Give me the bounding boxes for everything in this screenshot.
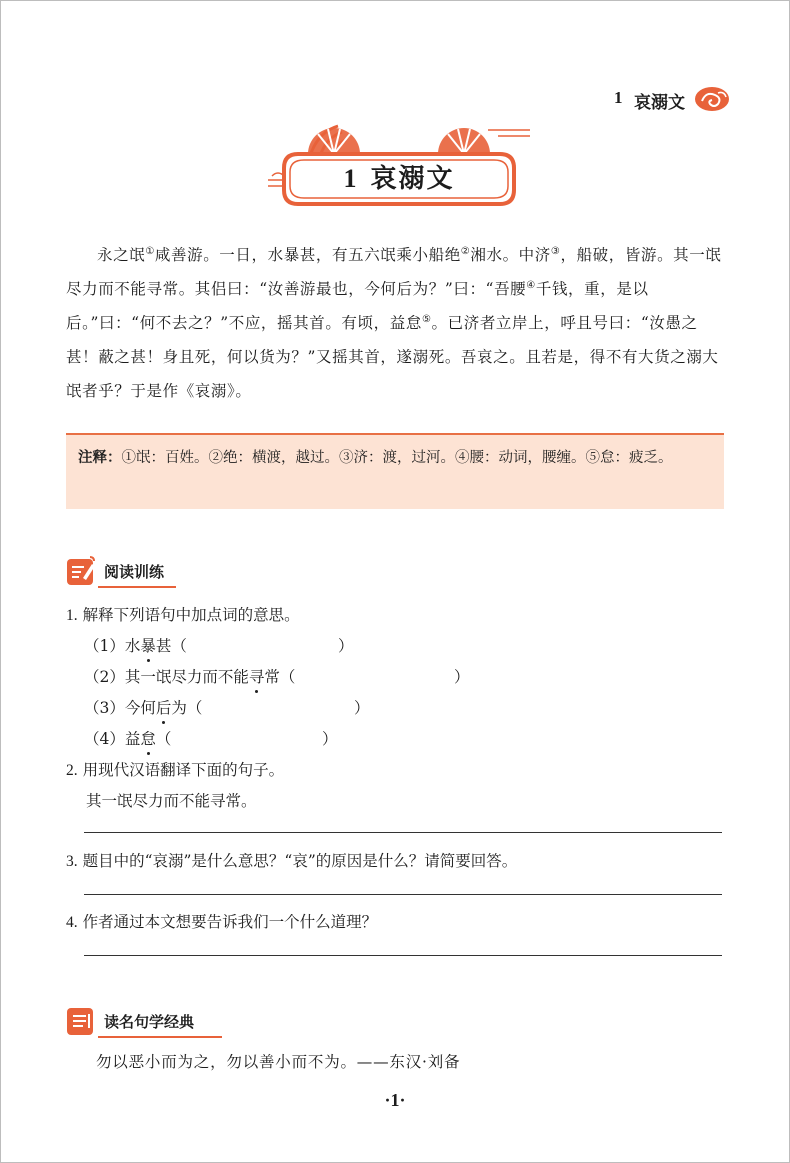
- pencil-note-icon: [66, 556, 96, 586]
- banner-title-text: 哀溺文: [370, 164, 455, 194]
- passage-text: 湘水。中济: [470, 246, 551, 264]
- item-text: 常: [264, 668, 280, 686]
- q2-sentence: 其一氓尽力而不能寻常。: [86, 792, 257, 810]
- q1-item-2: [84, 665, 295, 687]
- section-underline: [98, 1036, 222, 1038]
- item-index: （1）: [84, 637, 125, 655]
- section-heading-quote: [66, 1006, 236, 1036]
- question-4: [66, 910, 377, 932]
- section-underline: [98, 586, 176, 588]
- question-number: 3.: [66, 853, 78, 870]
- notes-content: ①氓：百姓。②绝：横渡，越过。③济：渡，过河。④腰：动词，腰缠。⑤怠：疲乏。: [121, 450, 673, 466]
- notes-label: 注释：: [78, 450, 122, 466]
- q1-item-1-close: [338, 634, 354, 656]
- document-icon: [66, 1006, 96, 1036]
- answer-bracket-close: ）: [338, 637, 354, 655]
- section-heading-reading: [66, 556, 186, 586]
- passage-text: 。已济者立岸上，呼且号曰：“汝愚之甚！蔽之甚！身且死，何以货为？”又摇其首，遂溺死。吾哀之。且若是，得不有大货之溺大氓者乎？于是作《哀溺》。: [66, 314, 719, 400]
- question-3: [66, 849, 517, 871]
- running-header-number: 1: [614, 88, 623, 107]
- q1-item-2-close: [454, 665, 470, 687]
- item-text: 今何: [124, 699, 156, 717]
- question-text: 作者通过本文想要告诉我们一个什么道理？: [82, 913, 378, 931]
- q1-item-1: [84, 634, 187, 656]
- item-index: （3）: [84, 699, 125, 717]
- answer-line-q4[interactable]: [84, 955, 722, 956]
- running-header: [600, 84, 740, 114]
- classical-passage: [66, 238, 726, 408]
- section-label: 读名句学经典: [104, 1013, 195, 1031]
- q1-item-4-close: [322, 727, 338, 749]
- answer-bracket-open: （: [155, 730, 172, 748]
- banner-number: 1: [343, 164, 359, 193]
- answer-line-q3[interactable]: [84, 894, 722, 895]
- answer-bracket-close: ）: [354, 699, 370, 717]
- item-text: 甚: [155, 637, 172, 655]
- item-index: （2）: [84, 668, 125, 686]
- running-header-title: 哀溺文: [634, 93, 685, 113]
- dotted-word: 后: [156, 696, 172, 718]
- passage-text: 永之氓: [97, 246, 146, 264]
- footnote-marker: ③: [550, 245, 561, 257]
- question-text: 题目中的“哀溺”是什么意思？“哀”的原因是什么？请简要回答。: [82, 852, 518, 870]
- footnote-marker: ⑤: [421, 313, 432, 325]
- question-2: [66, 758, 284, 780]
- answer-bracket-close: ）: [454, 668, 470, 686]
- footnote-marker: ④: [526, 279, 536, 291]
- passage-text: 千钱，重，是以后。”曰：“何不去之？”不应，摇其首。有顷，益怠: [66, 280, 649, 332]
- answer-line-q2[interactable]: [84, 832, 722, 833]
- cloud-icon: [692, 84, 732, 118]
- item-text: 为: [171, 699, 187, 717]
- answer-bracket-open: （: [186, 699, 203, 717]
- passage-text: ，船破，皆游。其一氓尽力而不能寻常。其侣曰：“汝善游最也，今何后为？”曰：“吾腰: [66, 246, 722, 298]
- notes-box: [66, 433, 724, 509]
- item-index: （4）: [84, 730, 125, 748]
- page-title: [268, 158, 530, 195]
- item-text: 其一氓尽力而不能: [124, 668, 249, 686]
- q1-item-3: [84, 696, 202, 718]
- famous-quote: 勿以恶小而为之，勿以善小而不为。——东汉·刘备: [96, 1053, 461, 1071]
- page-number: ·1·: [384, 1090, 406, 1110]
- dotted-word: 寻: [249, 665, 265, 687]
- question-number: 4.: [66, 914, 78, 931]
- question-text: 解释下列语句中加点词的意思。: [82, 606, 300, 624]
- answer-bracket-open: （: [279, 668, 296, 686]
- answer-bracket-open: （: [171, 637, 187, 655]
- q1-item-4: [84, 727, 171, 749]
- footnote-marker: ②: [460, 245, 471, 257]
- title-banner: [268, 120, 530, 216]
- item-text: 水: [124, 637, 141, 655]
- answer-bracket-close: ）: [322, 730, 338, 748]
- question-number: 1.: [66, 607, 78, 624]
- dotted-word: 怠: [140, 727, 156, 749]
- notes-text: [78, 443, 714, 473]
- question-number: 2.: [66, 762, 78, 779]
- q1-item-3-close: [354, 696, 370, 718]
- question-text: 用现代汉语翻译下面的句子。: [82, 761, 285, 779]
- passage-text: 咸善游。一日，水暴甚，有五六氓乘小船绝: [154, 246, 461, 264]
- dotted-word: 暴: [140, 634, 156, 656]
- question-1: [66, 603, 300, 625]
- footnote-marker: ①: [145, 245, 155, 257]
- section-label: 阅读训练: [104, 563, 165, 581]
- item-text: 益: [124, 730, 141, 748]
